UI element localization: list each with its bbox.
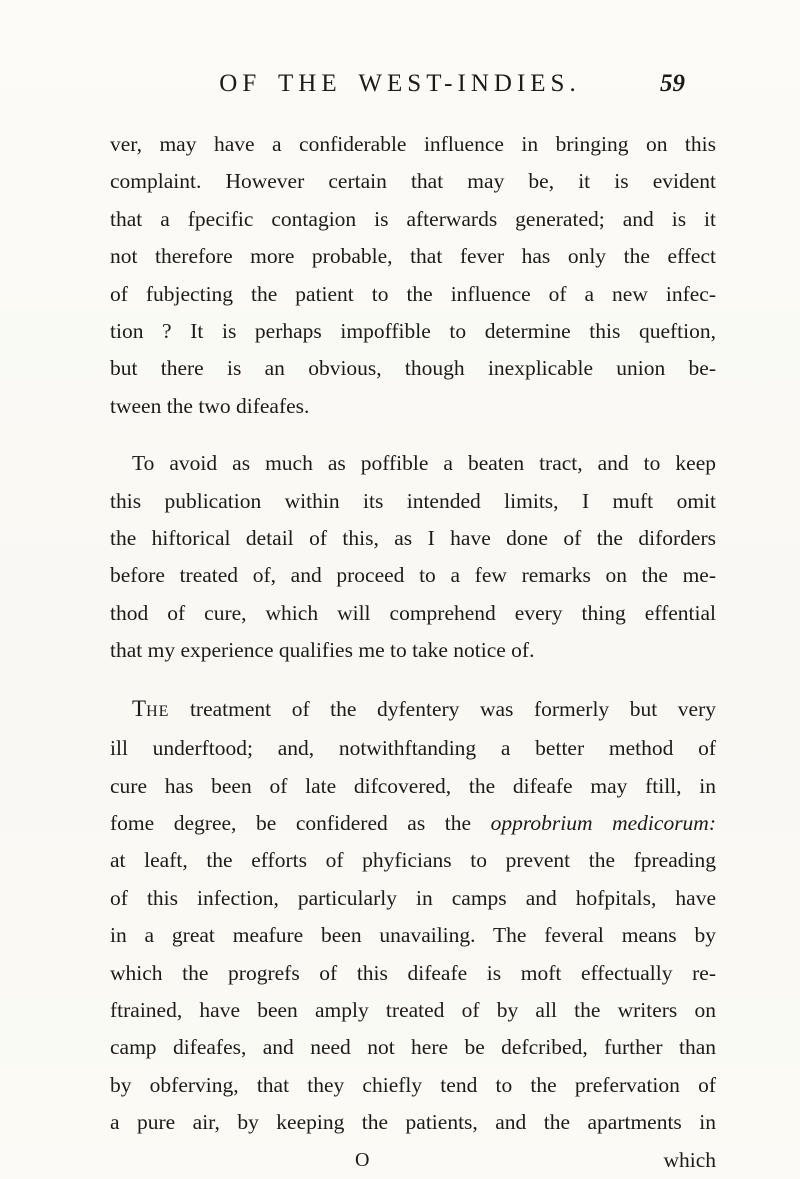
paragraph-1 — [110, 126, 716, 425]
text-line: tion ? It is perhaps impoffible to determine this queftion, — [110, 319, 716, 344]
text-line: that my experience qualifies me to take notice of. — [110, 638, 535, 663]
lead-small-caps: HE — [146, 702, 170, 720]
text-line: but there is an obvious, though inexplicable union be- — [110, 356, 716, 381]
text-line: To avoid as much as poffible a beaten tract, and to keep — [132, 451, 716, 476]
text-line: ftrained, have been amply treated of by all the writers on — [110, 997, 716, 1022]
page-number: 59 — [660, 70, 685, 97]
text-line: complaint. However certain that may be, it is evident — [110, 169, 716, 194]
running-head: OF THE WEST-INDIES. — [219, 70, 581, 97]
text-line: ill underftood; and, notwithftanding a better method of — [110, 736, 716, 761]
paragraph-3 — [110, 690, 716, 1142]
paragraph-2 — [110, 445, 716, 669]
catchword: which — [663, 1147, 716, 1172]
page-footer — [110, 1142, 716, 1179]
text-line: tween the two difeafes. — [110, 393, 310, 418]
text-line: at leaft, the efforts of phyficians to prevent the fpreading — [110, 848, 716, 873]
text-line: that a fpecific contagion is afterwards generated; and is it — [110, 206, 716, 231]
text-line: of fubjecting the patient to the influence of a new infec- — [110, 281, 716, 306]
text-line — [110, 690, 716, 730]
text-line: of this infection, particularly in camps and hofpitals, have — [110, 885, 716, 910]
text-line: the hiftorical detail of this, as I have done of the diforders — [110, 526, 716, 551]
text-line: which the progrefs of this difeafe is moft effectually re- — [110, 960, 716, 985]
text-line: not therefore more probable, that fever has only the effect — [110, 244, 716, 269]
text-line — [110, 805, 716, 842]
text-line: before treated of, and proceed to a few remarks on the me- — [110, 563, 716, 588]
latin-phrase: opprobrium medicorum: — [490, 810, 716, 835]
text-line: thod of cure, which will comprehend every thing effential — [110, 600, 716, 625]
text-line: camp difeafes, and need not here be defcribed, further than — [110, 1035, 716, 1060]
line-start: fome degree, be confidered as the — [110, 810, 491, 835]
text-line: a pure air, by keeping the patients, and the apartments in — [110, 1110, 716, 1135]
body-text — [110, 126, 716, 1179]
text-line: by obferving, that they chiefly tend to the prefervation of — [110, 1072, 716, 1097]
text-line: in a great meafure been unavailing. The feveral means by — [110, 923, 716, 948]
text-line: cure has been of late difcovered, the difeafe may ftill, in — [110, 773, 716, 798]
lead-capital: T — [132, 695, 147, 721]
text-line: ver, may have a confiderable influence in bringing on this — [110, 132, 716, 156]
line-rest: treatment of the dyfentery was formerly but very — [169, 696, 716, 721]
signature-mark: O — [355, 1148, 370, 1171]
text-line: this publication within its intended limits, I muft omit — [110, 488, 716, 513]
